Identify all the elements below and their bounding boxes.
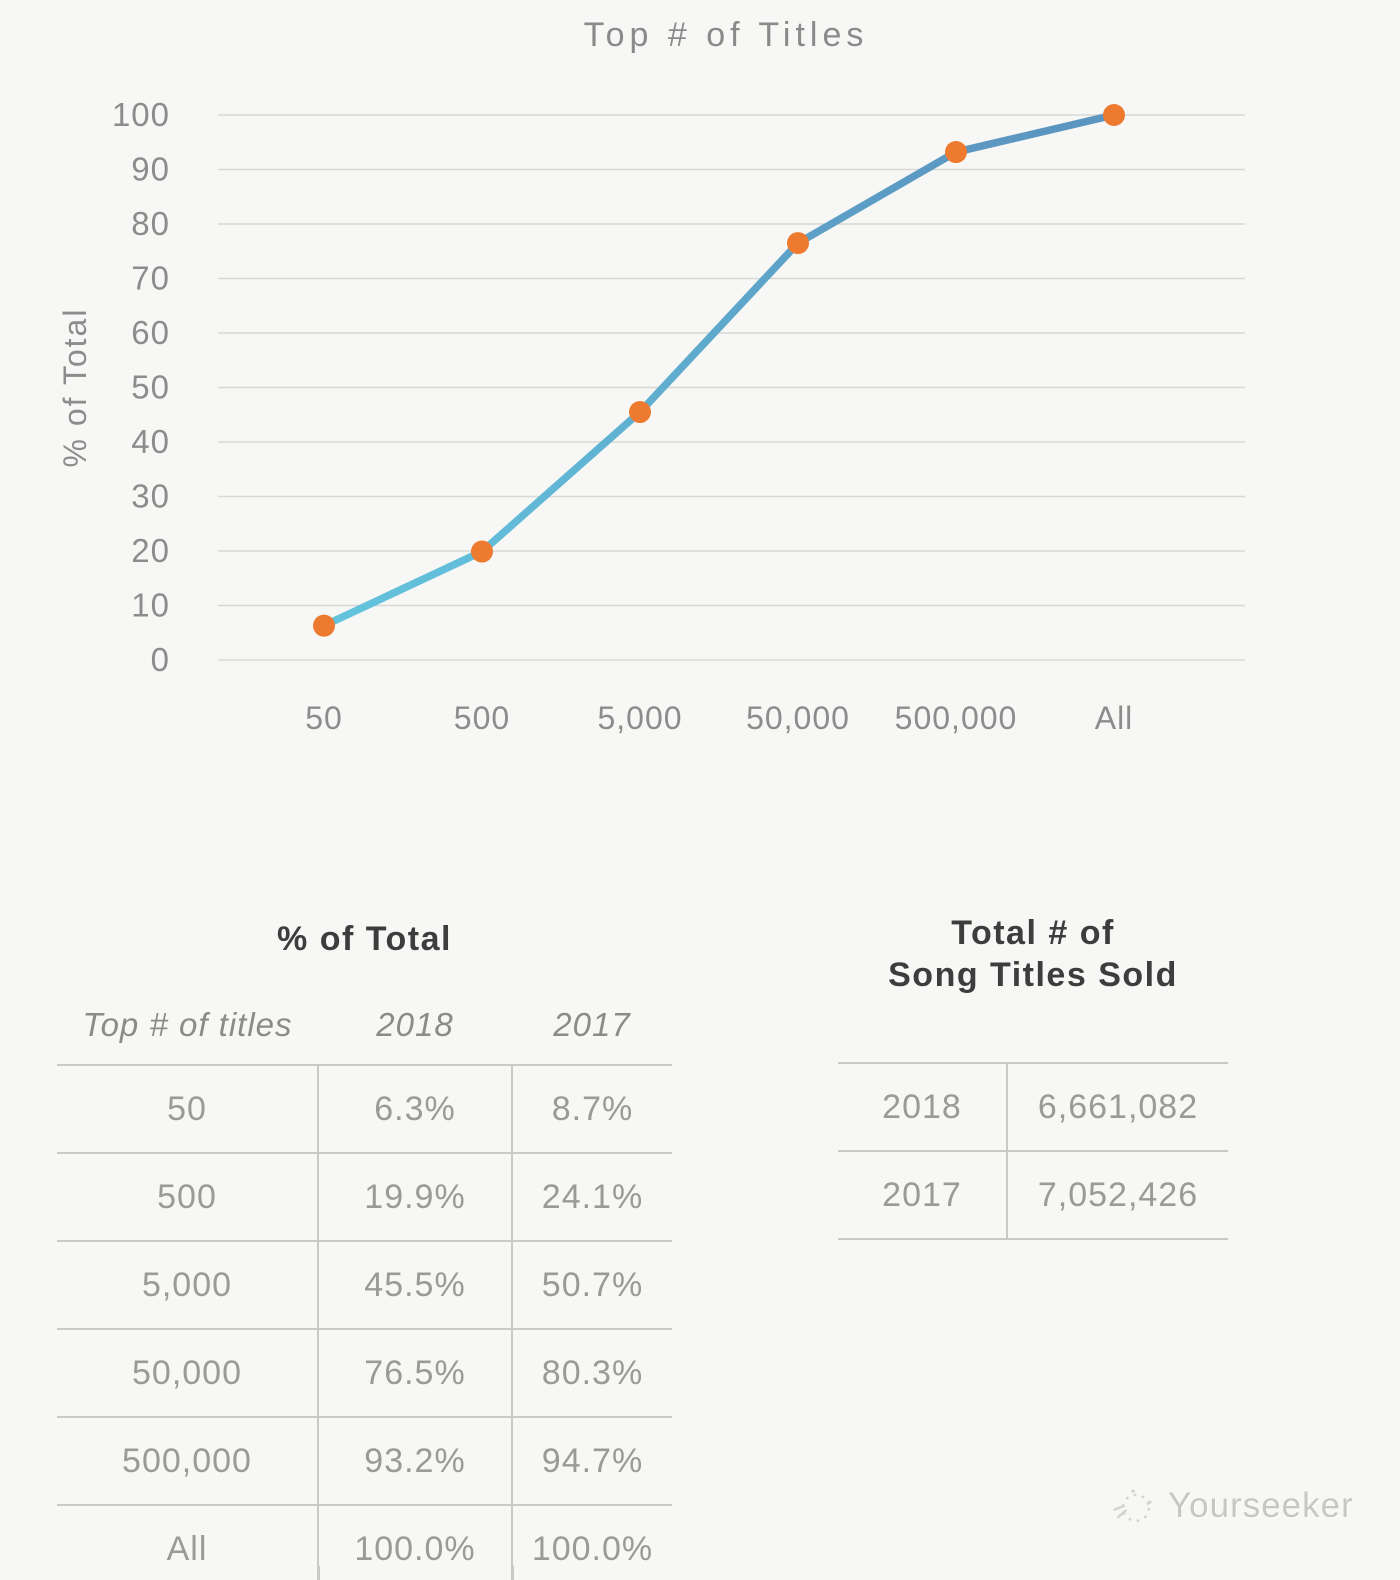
col-header-top-titles: Top # of titles [82, 1006, 293, 1043]
titles-sold-title-line1: Total # of [951, 914, 1115, 952]
y-tick-label: 70 [131, 259, 170, 297]
data-point-marker [629, 401, 651, 423]
cell-2017: 8.7% [512, 1065, 672, 1153]
x-axis-category-label: 500,000 [894, 700, 1018, 736]
data-point-marker [787, 232, 809, 254]
sketch-circle-doodle-icon [1108, 1480, 1160, 1532]
cell-total-sold: 6,661,082 [1007, 1063, 1228, 1151]
table-row [57, 1417, 672, 1505]
cell-label: 500 [157, 1177, 217, 1216]
cell-year: 2018 [882, 1087, 962, 1126]
table-row [57, 1241, 672, 1329]
data-point-marker [945, 141, 967, 163]
cell-2018: 93.2% [318, 1417, 512, 1505]
data-point-marker [471, 541, 493, 563]
x-axis-category-label: All [1094, 700, 1134, 736]
y-tick-label: 20 [131, 532, 170, 569]
table-row [838, 1151, 1228, 1239]
table-header-row [57, 986, 672, 1065]
titles-sold-table [838, 1062, 1228, 1240]
chart-title: Top # of Titles [583, 16, 869, 54]
cell-label: 500,000 [122, 1441, 252, 1480]
y-tick-label: 30 [131, 477, 170, 515]
titles-sold-table-title [838, 912, 1228, 996]
cell-2017: 24.1% [512, 1153, 672, 1241]
cell-2017: 100.0% [512, 1505, 672, 1580]
table-row [57, 1153, 672, 1241]
titles-cumulative-line-chart [0, 0, 1400, 760]
cell-2017: 50.7% [512, 1241, 672, 1329]
cell-2018: 45.5% [318, 1241, 512, 1329]
cell-label: 50,000 [132, 1353, 242, 1392]
y-tick-label: 40 [131, 423, 170, 460]
percent-of-total-table [57, 986, 672, 1580]
y-tick-label: 100 [111, 96, 170, 133]
cell-2017: 94.7% [512, 1417, 672, 1505]
y-axis-label: % of Total [57, 307, 93, 468]
table-row [57, 1329, 672, 1417]
data-point-marker [1103, 104, 1125, 126]
table-column-divider-stub [512, 1566, 514, 1580]
cell-label: All [166, 1529, 208, 1568]
y-tick-label: 90 [131, 150, 170, 188]
yourseeker-label: Yourseeker [1168, 1486, 1354, 1525]
cell-year: 2017 [882, 1175, 962, 1214]
cell-label: 50 [167, 1089, 207, 1128]
y-tick-label: 50 [131, 368, 170, 406]
x-axis-category-label: 500 [453, 700, 511, 736]
y-tick-label: 60 [131, 314, 170, 351]
y-tick-label: 10 [131, 586, 170, 624]
table-row [838, 1063, 1228, 1151]
table-row [57, 1505, 672, 1580]
percent-of-total-table-title: % of Total [277, 920, 452, 958]
x-axis-category-label: 50 [305, 700, 343, 736]
trend-line-2018 [324, 115, 1114, 626]
y-tick-label: 0 [150, 641, 170, 678]
table-row [57, 1065, 672, 1153]
cell-2018: 6.3% [318, 1065, 512, 1153]
x-axis-category-label: 50,000 [746, 700, 850, 736]
table-column-divider-stub [318, 1566, 320, 1580]
cell-2018: 76.5% [318, 1329, 512, 1417]
cell-total-sold: 7,052,426 [1007, 1151, 1228, 1239]
cell-label: 5,000 [141, 1265, 233, 1304]
col-header-2017: 2017 [553, 1006, 631, 1043]
cell-2017: 80.3% [512, 1329, 672, 1417]
y-tick-label: 80 [131, 205, 170, 242]
titles-sold-title-line2: Song Titles Sold [888, 956, 1178, 994]
cell-2018: 100.0% [318, 1505, 512, 1580]
yourseeker-watermark [1108, 1480, 1354, 1532]
data-point-marker [313, 615, 335, 637]
cell-2018: 19.9% [318, 1153, 512, 1241]
col-header-2018: 2018 [376, 1006, 454, 1043]
x-axis-category-label: 5,000 [597, 700, 683, 736]
